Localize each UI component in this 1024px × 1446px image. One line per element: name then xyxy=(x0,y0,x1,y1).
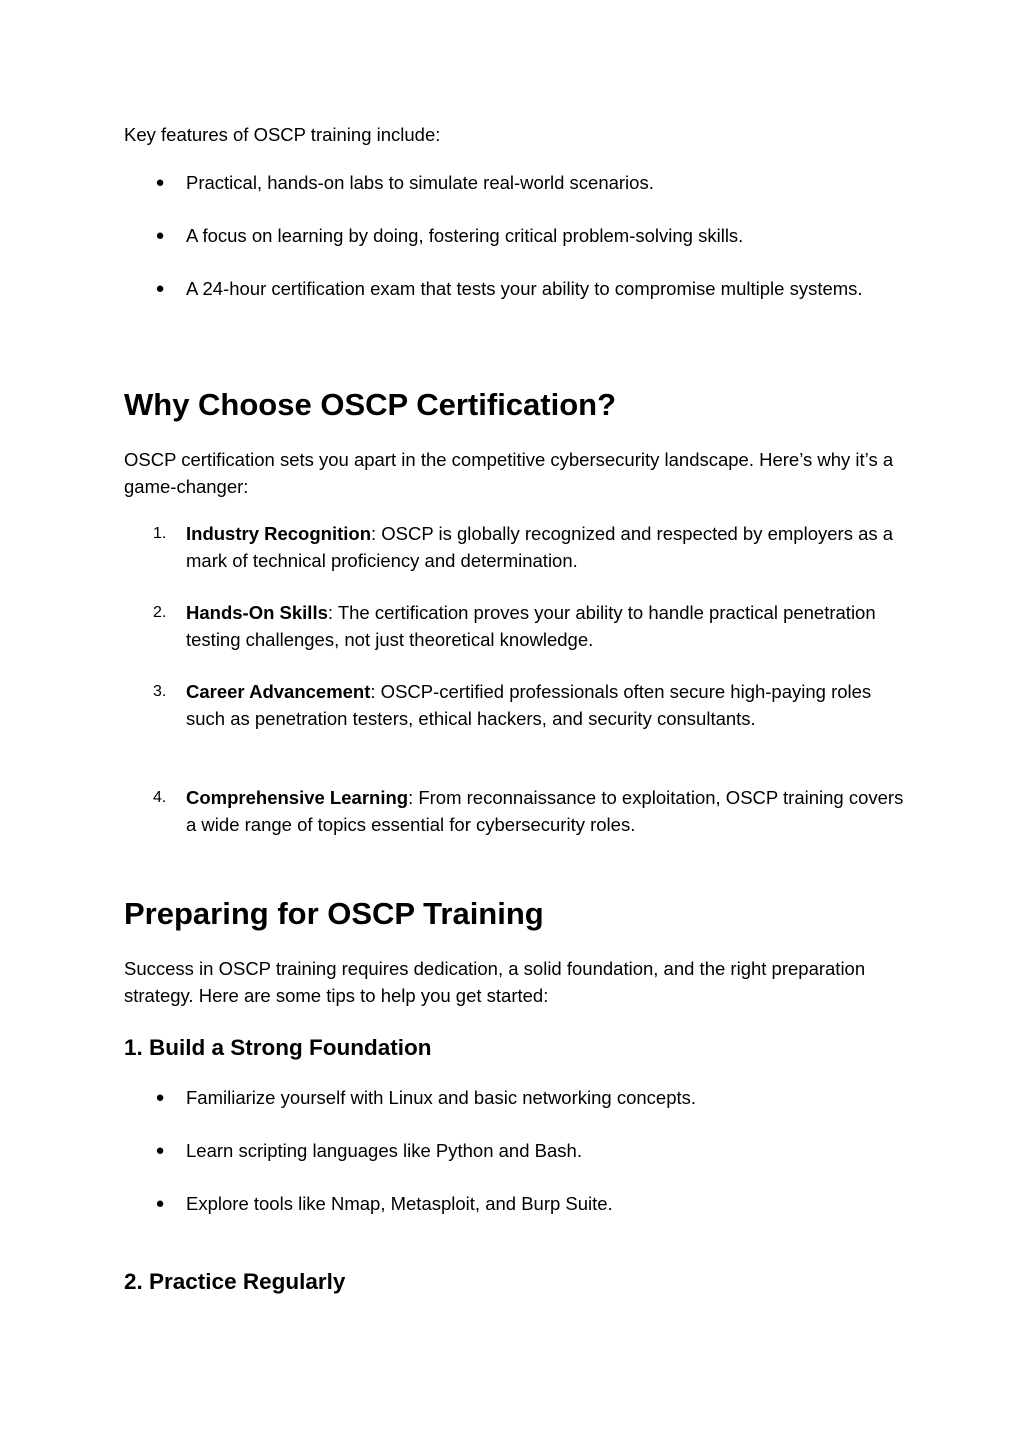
features-intro: Key features of OSCP training include: xyxy=(124,124,441,145)
foundation-item: Learn scripting languages like Python and Bash. xyxy=(186,1140,582,1161)
subheading-practice: 2. Practice Regularly xyxy=(124,1269,346,1294)
why-item xyxy=(186,521,914,574)
bullet-icon: ● xyxy=(155,1195,165,1212)
list-number: 4. xyxy=(153,789,167,806)
why-item-title: Industry Recognition xyxy=(186,523,371,544)
list-number: 3. xyxy=(153,683,167,700)
why-item-title: Comprehensive Learning xyxy=(186,787,409,808)
why-item-text: : OSCP is globally recognized and respected by employers as a mark of technical proficiency and determination. xyxy=(186,523,894,571)
prep-intro: Success in OSCP training requires dedication, a solid foundation, and the right preparation strategy. Here are some tips to help you get started: xyxy=(124,958,866,1006)
feature-item: Practical, hands-on labs to simulate real-world scenarios. xyxy=(186,172,654,193)
why-item-text: : The certification proves your ability to handle practical penetration testing challenges, not just theoretical knowledge. xyxy=(186,602,876,650)
bullet-icon: ● xyxy=(155,1089,165,1106)
list-number: 2. xyxy=(153,604,167,621)
bullet-icon: ● xyxy=(155,280,165,297)
why-item-text: : From reconnaissance to exploitation, OSCP training covers a wide range of topics essential for cybersecurity roles. xyxy=(186,787,904,835)
why-item xyxy=(186,600,914,653)
subheading-foundation: 1. Build a Strong Foundation xyxy=(124,1035,432,1060)
section-heading-preparing: Preparing for OSCP Training xyxy=(124,896,544,931)
section-heading-why: Why Choose OSCP Certification? xyxy=(124,387,617,422)
foundation-item: Familiarize yourself with Linux and basic networking concepts. xyxy=(186,1087,697,1108)
why-item-text: : OSCP-certified professionals often secure high-paying roles such as penetration testers, ethical hackers, and security consultants. xyxy=(186,681,872,729)
feature-item: A focus on learning by doing, fostering critical problem-solving skills. xyxy=(186,225,744,246)
foundation-item: Explore tools like Nmap, Metasploit, and Burp Suite. xyxy=(186,1193,613,1214)
why-item-title: Hands-On Skills xyxy=(186,602,328,623)
why-item-title: Career Advancement xyxy=(186,681,371,702)
bullet-icon: ● xyxy=(155,174,165,191)
why-intro: OSCP certification sets you apart in the competitive cybersecurity landscape. Here’s why it’s a game-changer: xyxy=(124,449,894,497)
feature-item: A 24-hour certification exam that tests your ability to compromise multiple systems. xyxy=(186,278,863,299)
why-item xyxy=(186,785,914,838)
list-number: 1. xyxy=(153,525,167,542)
bullet-icon: ● xyxy=(155,227,165,244)
why-item xyxy=(186,679,886,732)
bullet-icon: ● xyxy=(155,1142,165,1159)
